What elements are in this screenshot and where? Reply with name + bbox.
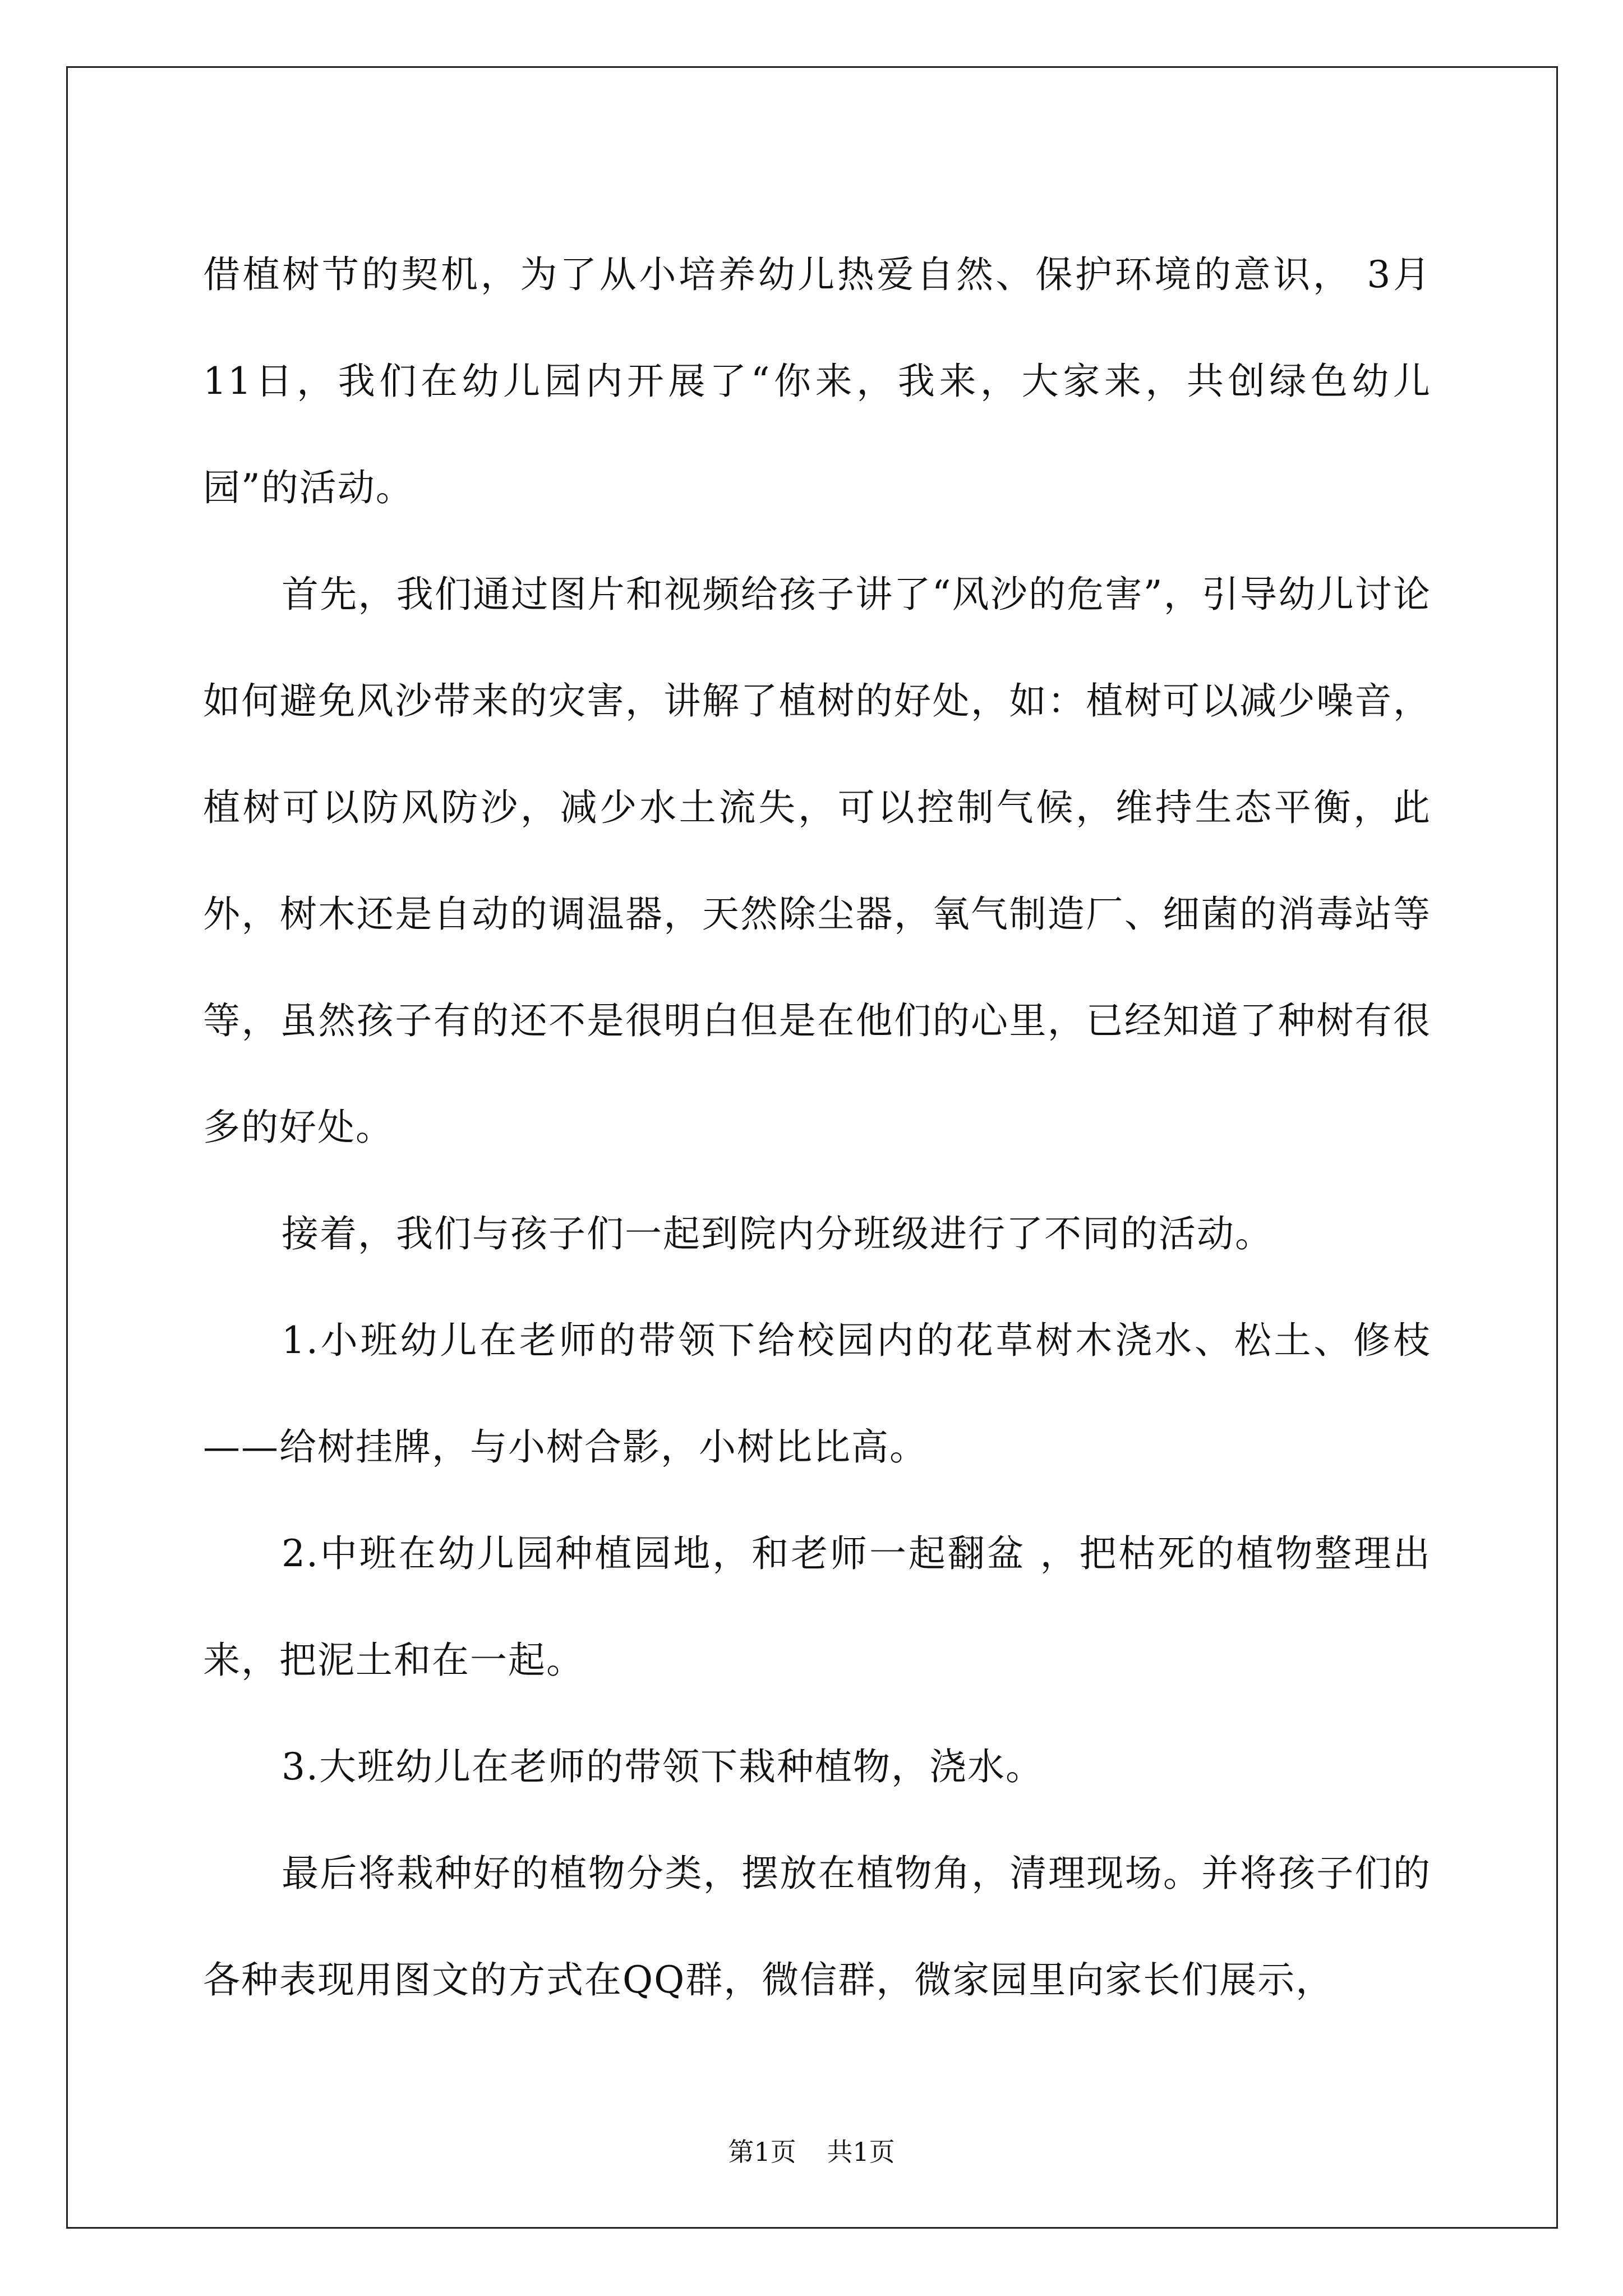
page-footer (0, 2132, 1623, 2169)
paragraph-6: 3.大班幼儿在老师的带领下栽种植物，浇水。 (282, 1745, 1044, 1788)
paragraph-2: 首先，我们通过图片和视频给孩子讲了“风沙的危害”，引导幼儿讨论如何避免风沙带来的灾害，讲解了植树的好处，如：植树可以减少噪音，植树可以防风防沙，减少水土流失，可以控制气候，维持生态平衡，此外，树木还是自动的调温器，天然除尘器，氧气制造厂、细菌的消毒站等等，虽然孩子有的还不是很明白但是在他们的心里，已经知道了种树有很多的好处。 (203, 573, 1431, 1149)
page-number-total: 共1页 (827, 2137, 895, 2167)
document-body (203, 222, 1431, 2033)
paragraph-4: 1.小班幼儿在老师的带领下给校园内的花草树木浇水、松土、修枝——给树挂牌，与小树合影，小树比比高。 (203, 1319, 1431, 1469)
page-number-current: 第1页 (728, 2137, 796, 2167)
paragraph-3: 接着，我们与孩子们一起到院内分班级进行了不同的活动。 (282, 1212, 1273, 1255)
paragraph-5: 2.中班在幼儿园种植园地，和老师一起翻盆 ，把枯死的植物整理出来，把泥土和在一起。 (203, 1532, 1431, 1682)
paragraph-1: 借植树节的契机，为了从小培养幼儿热爱自然、保护环境的意识， 3月11日，我们在幼儿园内开展了“你来，我来，大家来，共创绿色幼儿园”的活动。 (203, 253, 1431, 509)
paragraph-7: 最后将栽种好的植物分类，摆放在植物角，清理现场。并将孩子们的各种表现用图文的方式在QQ群，微信群，微家园里向家长们展示， (203, 1852, 1431, 2001)
